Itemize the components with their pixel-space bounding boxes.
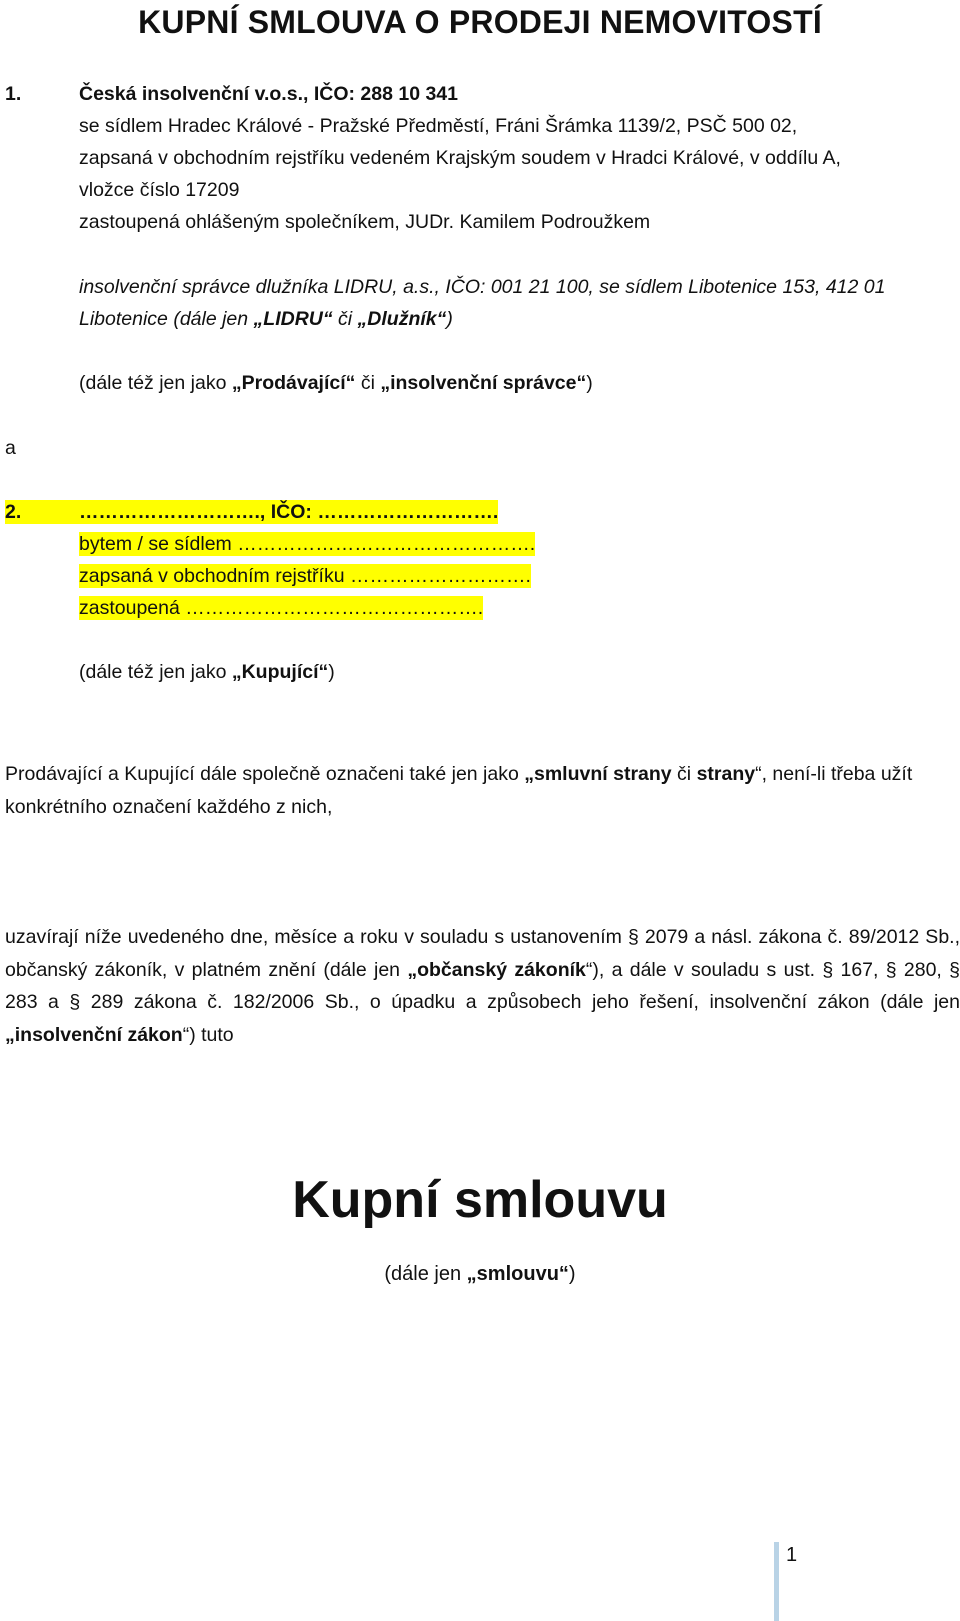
party1-trustee-line1: insolvenční správce dlužníka LIDRU, a.s., IČO: 001 21 100, se sídlem Libotenice 153, 412 01 xyxy=(79,276,886,298)
conclude-e: “) tuto xyxy=(182,1023,234,1046)
party2-represented: zastoupená ………………………………………. xyxy=(79,597,484,619)
party2-alias xyxy=(79,660,335,684)
party1-number: 1. xyxy=(5,83,22,105)
conclude-a: uzavírají níže uvedeného dne, měsíce a roku v souladu s ustanovením § 2079 a násl. zákona č. 89/2012 Sb., občanský zákoník, v platném znění (dále jen xyxy=(5,926,960,981)
parties-smluvni-strany: „smluvní strany xyxy=(524,763,672,785)
parties-a: Prodávající a Kupující dále společně označeni také jen jako xyxy=(5,763,525,785)
party2-register: zapsaná v obchodním rejstříku ………………………. xyxy=(79,565,531,587)
alias1-prodavajici: „Prodávající“ xyxy=(231,372,356,394)
parties-c: či xyxy=(671,763,697,785)
party1-insert: vložce číslo 17209 xyxy=(79,179,240,201)
alias1-a: (dále též jen jako xyxy=(79,372,232,394)
party1-address: se sídlem Hradec Králové - Pražské Předměstí, Fráni Šrámka 1139/2, PSČ 500 02, xyxy=(79,115,798,137)
party1-alias xyxy=(79,371,593,395)
page-number: 1 xyxy=(786,1544,798,1566)
contract-alias-smlouvu: „smlouvu“ xyxy=(466,1263,569,1285)
trustee-dluznik: „Dlužník“ xyxy=(357,308,447,330)
party1-name: Česká insolvenční v.o.s. xyxy=(79,83,303,105)
trustee-lidru: „LIDRU“ xyxy=(253,308,333,330)
party1-register: zapsaná v obchodním rejstříku vedeném Krajským soudem v Hradci Králové, v oddílu A, xyxy=(79,147,841,169)
trustee-text-a: Libotenice (dále jen xyxy=(79,308,254,330)
conclude-obcansky-zakonik: „občanský zákoník xyxy=(407,958,586,981)
party2-name-ico: ………………………., IČO: ………………………. xyxy=(79,501,499,523)
contract-alias xyxy=(0,1263,960,1286)
contract-title: Kupní smlouvu xyxy=(292,1171,668,1229)
alias1-insolvencni-spravce: „insolvenční správce“ xyxy=(380,372,587,394)
party1-trustee-line2 xyxy=(79,307,453,331)
and-word: a xyxy=(5,437,16,459)
parties-sentence xyxy=(5,758,960,823)
conclude-sentence xyxy=(5,921,960,1051)
party2-address: bytem / se sídlem ………………………………………. xyxy=(79,533,536,555)
alias1-c: či xyxy=(355,372,381,394)
alias1-e: ) xyxy=(586,372,593,394)
trustee-text-e: ) xyxy=(446,308,453,330)
party1-ico: , IČO: 288 10 341 xyxy=(302,83,458,105)
parties-strany: strany xyxy=(696,763,756,785)
conclude-insolvencni-zakon: „insolvenční zákon xyxy=(5,1023,183,1046)
document-title: KUPNÍ SMLOUVA O PRODEJI NEMOVITOSTÍ xyxy=(138,4,822,40)
parties-e: “, není-li třeba užít konkrétního označení každého z nich, xyxy=(5,763,913,818)
alias2-kupujici: „Kupující“ xyxy=(231,661,329,683)
contract-alias-c: ) xyxy=(568,1263,576,1285)
alias2-a: (dále též jen jako xyxy=(79,661,232,683)
party1-heading xyxy=(79,82,458,106)
conclude-c: “), a dále v souladu s ust. § 167, § 280, § 283 a § 289 zákona č. 182/2006 Sb., o úpadku a způsobech jeho řešení, insolvenční zákon (dále jen xyxy=(5,958,960,1013)
contract-alias-a: (dále jen xyxy=(384,1263,467,1285)
trustee-text-c: či xyxy=(332,308,358,330)
alias2-c: ) xyxy=(328,661,335,683)
page-number-bar xyxy=(774,1542,779,1621)
party1-represented: zastoupená ohlášeným společníkem, JUDr. Kamilem Podroužkem xyxy=(79,211,651,233)
party2-number: 2. xyxy=(5,500,79,524)
